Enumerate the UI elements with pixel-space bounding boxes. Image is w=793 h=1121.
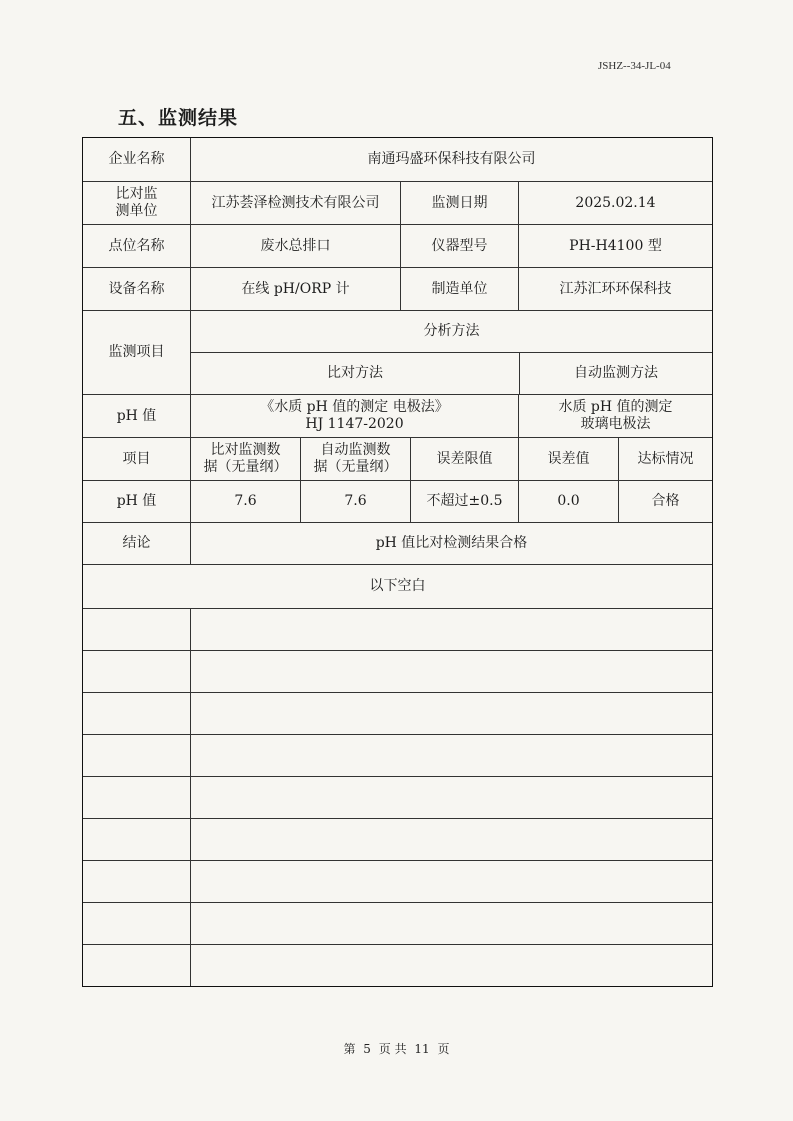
conclusion-row <box>83 522 712 564</box>
blank-cell <box>190 945 712 986</box>
page-suffix: 页 <box>437 1042 450 1056</box>
blank-cell <box>83 861 190 902</box>
point-value: 废水总排口 <box>190 225 400 267</box>
blank-row <box>83 608 712 650</box>
compare-method: 《水质 pH 值的测定 电极法》 HJ 1147-2020 <box>190 395 518 437</box>
conclusion-label: 结论 <box>122 535 151 551</box>
col-error: 误差值 <box>518 438 618 480</box>
blank-cell <box>190 693 712 734</box>
date-label: 监测日期 <box>400 182 518 224</box>
result-header-row <box>83 437 712 480</box>
blank-row <box>83 650 712 692</box>
blank-row <box>83 734 712 776</box>
page-total: 11 <box>414 1042 430 1056</box>
col-status: 达标情况 <box>618 438 712 480</box>
blank-cell <box>190 861 712 902</box>
col-compare-data: 比对监测数 据（无量纲） <box>190 438 300 480</box>
page-footer <box>0 1040 793 1057</box>
blank-note-row <box>83 564 712 608</box>
result-auto: 7.6 <box>300 481 410 522</box>
blank-cell <box>83 651 190 692</box>
monitoring-results-table <box>82 137 713 987</box>
company-row <box>83 138 712 181</box>
blank-cell <box>190 903 712 944</box>
compare-method-header: 比对方法 <box>327 365 383 381</box>
ph-method-row <box>83 394 712 437</box>
blank-cell <box>83 777 190 818</box>
blank-cell <box>190 819 712 860</box>
blank-cell <box>83 819 190 860</box>
company-label: 企业名称 <box>108 151 165 167</box>
auto-method: 水质 pH 值的测定 玻璃电极法 <box>518 395 712 437</box>
result-compare: 7.6 <box>190 481 300 522</box>
point-label: 点位名称 <box>108 237 165 254</box>
date-value: 2025.02.14 <box>518 182 712 224</box>
blank-cell <box>83 903 190 944</box>
method-header-top <box>191 311 712 352</box>
col-limit: 误差限值 <box>410 438 518 480</box>
document-code: JSHZ--34-JL-04 <box>598 60 671 72</box>
col-item: 项目 <box>122 450 151 467</box>
result-status: 合格 <box>618 481 712 522</box>
blank-row <box>83 860 712 902</box>
col-auto-data: 自动监测数 据（无量纲） <box>300 438 410 480</box>
device-label: 设备名称 <box>108 280 165 297</box>
maker-value: 江苏汇环环保科技 <box>518 268 712 310</box>
blank-cell <box>190 735 712 776</box>
result-error: 0.0 <box>518 481 618 522</box>
blank-row <box>83 692 712 734</box>
blank-cell <box>190 651 712 692</box>
blank-cell <box>83 693 190 734</box>
blank-row <box>83 902 712 944</box>
unit-value: 江苏荟泽检测技术有限公司 <box>190 182 400 224</box>
model-label: 仪器型号 <box>400 225 518 267</box>
blank-cell <box>83 609 190 650</box>
blank-cell <box>83 735 190 776</box>
device-value: 在线 pH/ORP 计 <box>190 268 400 310</box>
page-prefix: 第 <box>343 1042 356 1056</box>
result-row <box>83 480 712 522</box>
result-item: pH 值 <box>116 493 157 509</box>
company-value: 南通玛盛环保科技有限公司 <box>190 138 712 181</box>
maker-label: 制造单位 <box>400 268 518 310</box>
model-value: PH-H4100 型 <box>518 225 712 267</box>
device-row <box>83 267 712 310</box>
unit-row <box>83 181 712 224</box>
method-subheader-row <box>191 352 712 394</box>
method-header-group <box>190 311 712 394</box>
blank-row <box>83 944 712 986</box>
method-header-row <box>83 310 712 394</box>
page-mid: 页 共 <box>378 1042 407 1056</box>
blank-row <box>83 776 712 818</box>
blank-note: 以下空白 <box>369 578 426 594</box>
unit-label: 比对监 测单位 <box>115 186 158 219</box>
section-title: 五、监测结果 <box>118 107 239 129</box>
method-header: 分析方法 <box>423 323 480 339</box>
blank-cell <box>190 609 712 650</box>
result-limit: 不超过±0.5 <box>410 481 518 522</box>
blank-cell <box>190 777 712 818</box>
auto-method-header: 自动监测方法 <box>519 353 712 394</box>
conclusion-value: pH 值比对检测结果合格 <box>190 523 712 564</box>
page-number: 5 <box>363 1042 371 1056</box>
blank-cell <box>83 945 190 986</box>
item-label: 监测项目 <box>108 344 165 360</box>
blank-row <box>83 818 712 860</box>
point-row <box>83 224 712 267</box>
ph-label: pH 值 <box>116 407 157 424</box>
